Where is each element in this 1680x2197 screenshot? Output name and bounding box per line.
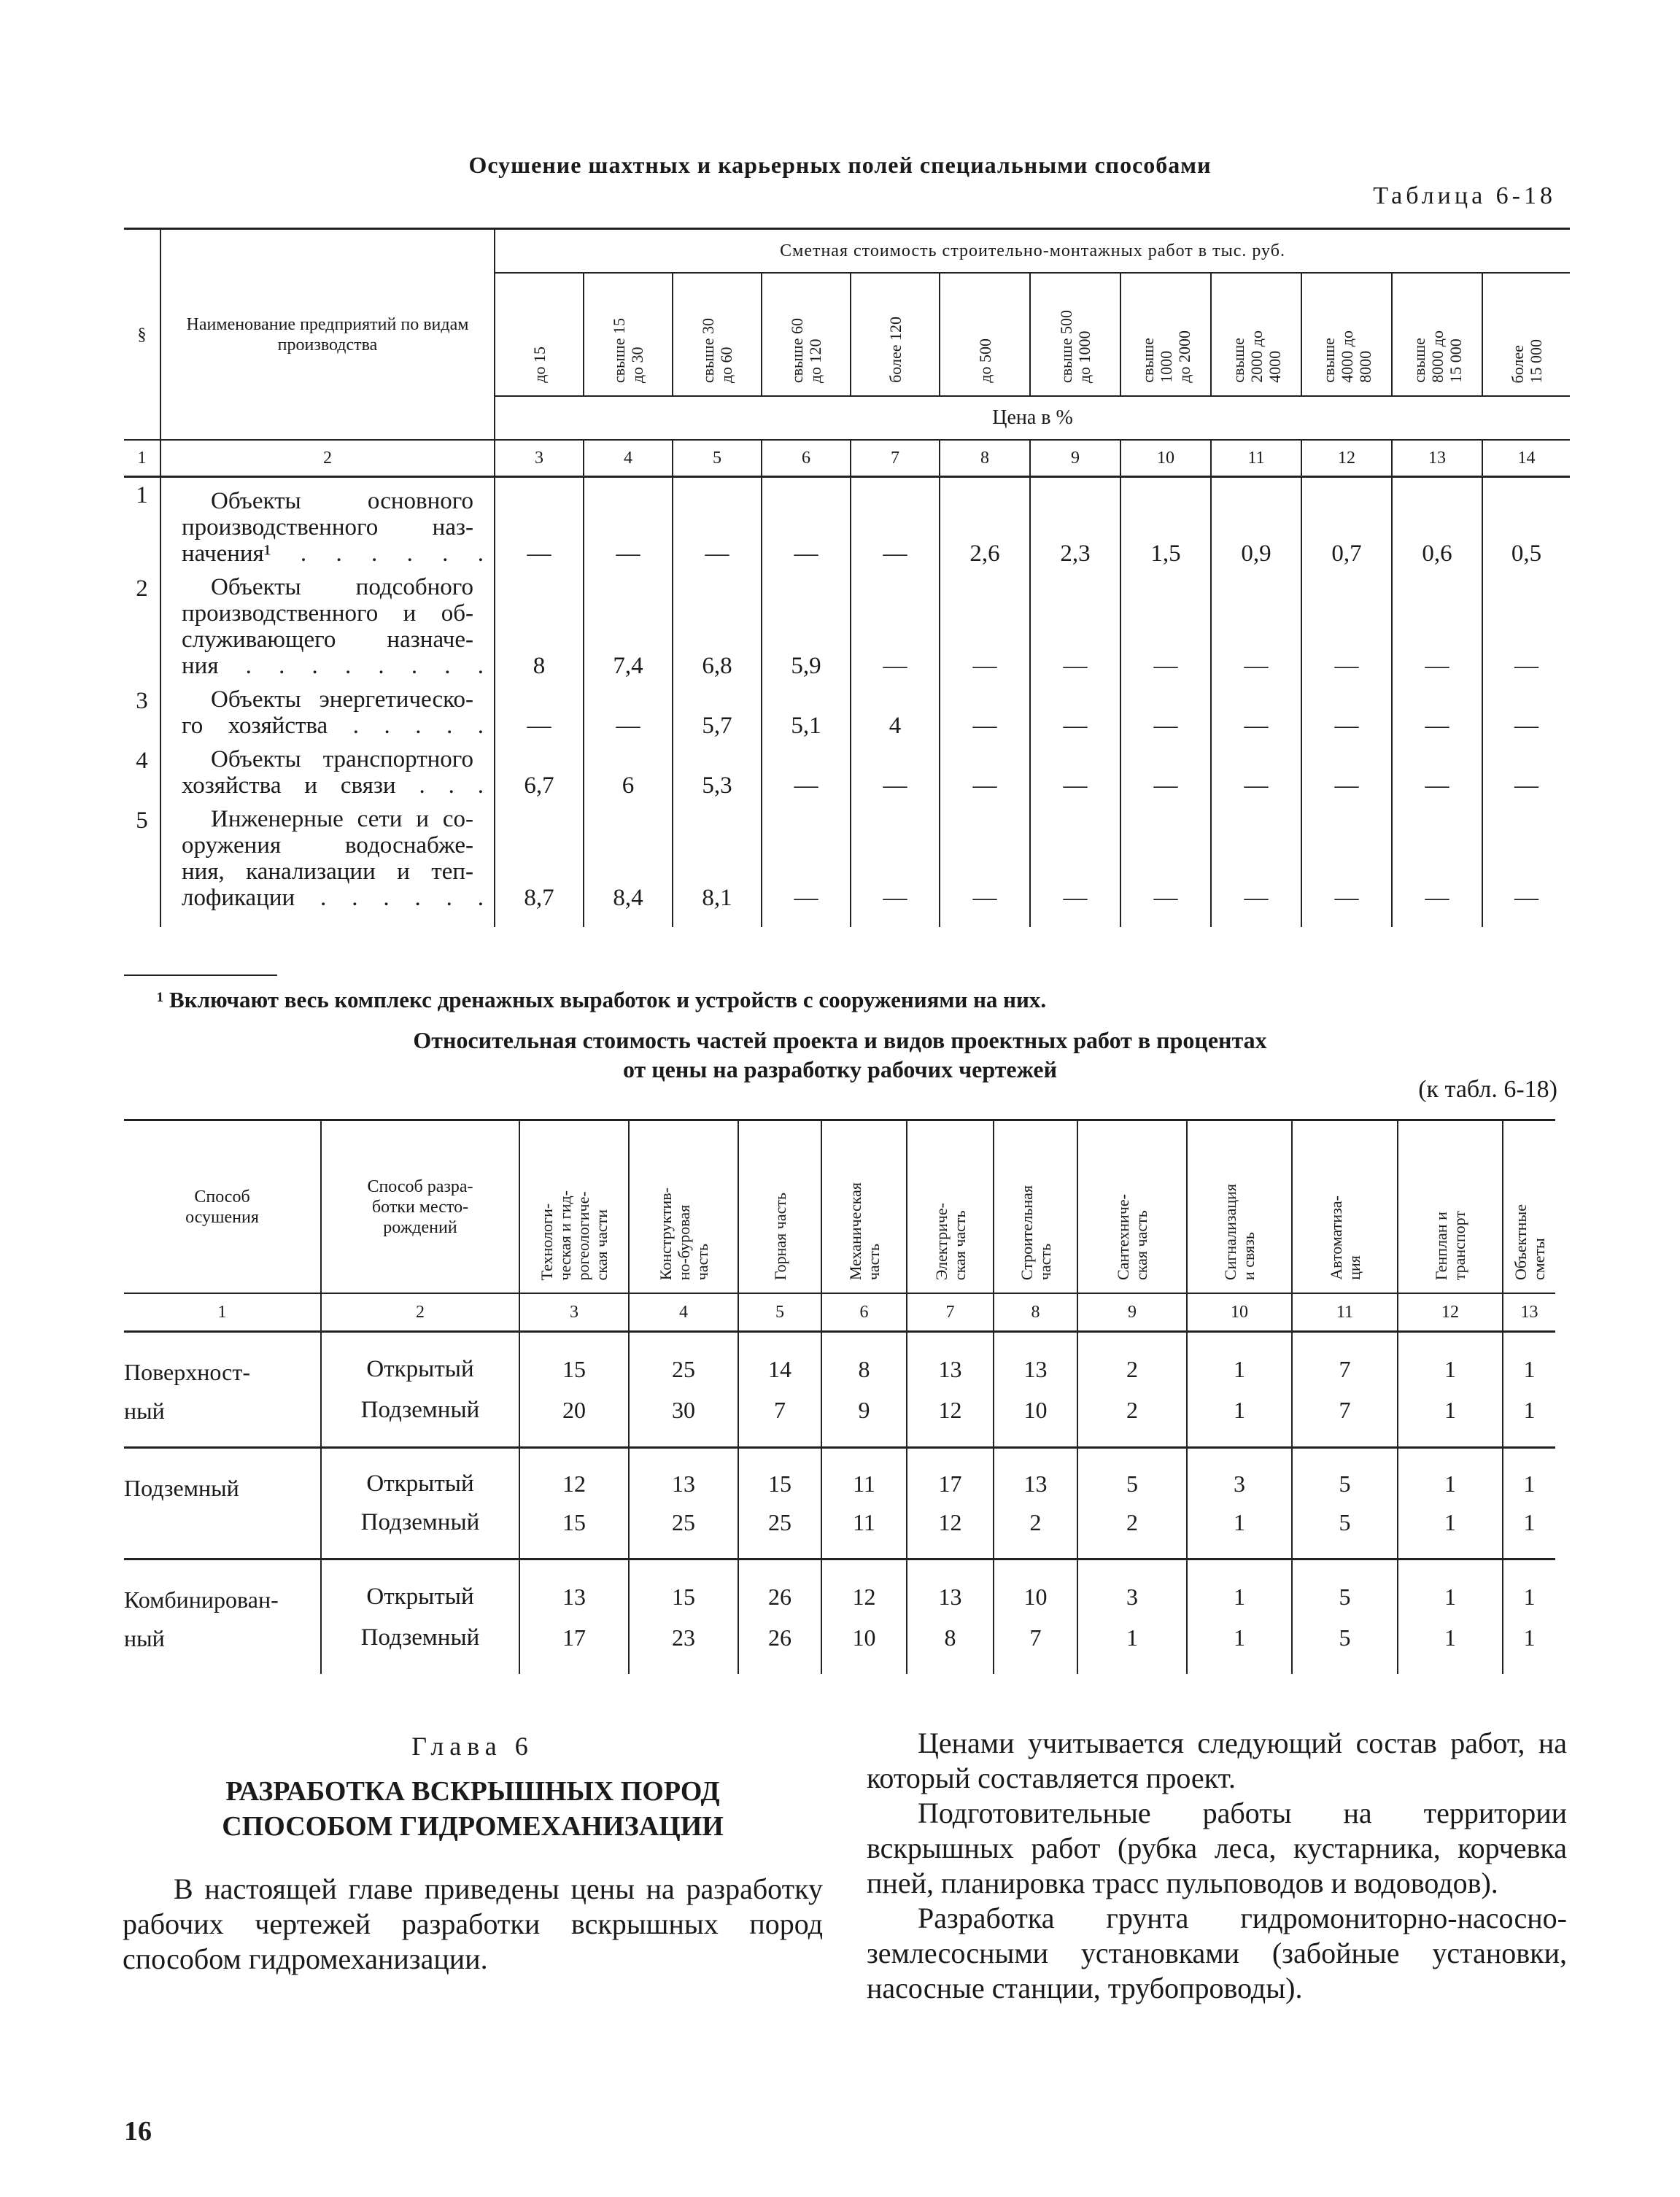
row-value: 7 <box>1292 1332 1398 1390</box>
table-row <box>124 803 1570 927</box>
part-column-label: Сигнализация и связь <box>1221 1183 1258 1280</box>
row-value: 13 <box>907 1332 994 1390</box>
name-header: Наименование предприятий по видам производства <box>160 229 495 441</box>
cost-column-header <box>940 273 1030 396</box>
table-row <box>124 1503 1555 1559</box>
row-value: — <box>1030 571 1120 683</box>
row-value: 1 <box>1398 1390 1503 1448</box>
row-value: 13 <box>519 1559 629 1618</box>
chapter-label: Глава 6 <box>411 1732 534 1761</box>
row-value: 1 <box>1398 1617 1503 1674</box>
row-value: — <box>940 803 1030 927</box>
row-name <box>160 803 495 927</box>
row-value: 3 <box>1187 1448 1292 1504</box>
row-value: 10 <box>821 1617 907 1674</box>
column-number: 7 <box>907 1293 994 1332</box>
row-value: — <box>1482 743 1570 803</box>
row-value: — <box>1301 683 1392 743</box>
cost-column-label: свыше 1000 до 2000 <box>1138 330 1193 383</box>
row-value: — <box>1301 743 1392 803</box>
footnote: ¹ Включают весь комплекс дренажных выработок и устройств с сооружениями на них. <box>157 987 1047 1012</box>
development-header: Способ разра- ботки место- рождений <box>321 1120 519 1294</box>
row-name-line: Объекты транспортного <box>211 746 473 772</box>
part-column-header <box>994 1120 1077 1294</box>
row-value: — <box>1392 683 1482 743</box>
row-value: 10 <box>994 1390 1077 1448</box>
row-value: — <box>851 743 940 803</box>
cost-column-header <box>673 273 762 396</box>
row-name-line: производственного наз- <box>182 514 473 540</box>
part-column-header <box>519 1120 629 1294</box>
row-value: 23 <box>629 1617 738 1674</box>
development-cell: Открытый <box>321 1448 519 1504</box>
row-value: 14 <box>738 1332 821 1390</box>
cost-column-label: более 15 000 <box>1508 338 1545 383</box>
row-value: 0,5 <box>1482 477 1570 572</box>
column-number: 14 <box>1482 440 1570 477</box>
row-value: — <box>1211 683 1301 743</box>
cost-column-label: до 15 <box>530 346 549 383</box>
row-name-line: лофикации . . . . . . <box>182 885 484 911</box>
row-value: 1 <box>1398 1332 1503 1390</box>
cost-column-label: свыше 500 до 1000 <box>1057 309 1093 383</box>
column-number: 5 <box>673 440 762 477</box>
row-value: 0,7 <box>1301 477 1392 572</box>
column-number: 1 <box>124 440 160 477</box>
row-value: — <box>851 571 940 683</box>
row-value: 5,3 <box>673 743 762 803</box>
column-number: 13 <box>1503 1293 1555 1332</box>
row-value: — <box>495 477 584 572</box>
part-column-label: Технологи- ческая и гид- рогеологиче- ская части <box>538 1190 611 1280</box>
development-cell: Подземный <box>321 1617 519 1674</box>
row-value: 8,7 <box>495 803 584 927</box>
row-value: 8 <box>907 1617 994 1674</box>
row-name-line: Объекты основного <box>211 488 473 514</box>
row-value: 25 <box>629 1503 738 1559</box>
chapter-title-line1: РАЗРАБОТКА ВСКРЫШНЫХ ПОРОД <box>225 1776 720 1807</box>
cost-column-header <box>1211 273 1301 396</box>
footnote-rule <box>124 974 277 976</box>
method-header: Способ осушения <box>124 1120 321 1294</box>
row-value: 25 <box>629 1332 738 1390</box>
row-number: 1 <box>136 482 148 508</box>
column-number: 7 <box>851 440 940 477</box>
part-column-label: Электриче- ская часть <box>932 1202 969 1280</box>
row-value: — <box>1301 803 1392 927</box>
method-cell: Комбинирован- ный <box>124 1586 279 1651</box>
row-value: — <box>762 743 851 803</box>
cost-column-label: свыше 15 до 30 <box>610 317 646 383</box>
row-value: — <box>1211 571 1301 683</box>
row-value: 5 <box>1292 1617 1398 1674</box>
row-value: — <box>851 477 940 572</box>
cost-column-header <box>851 273 940 396</box>
row-name-line: Инженерные сети и со- <box>211 806 473 832</box>
row-value: 2 <box>994 1503 1077 1559</box>
row-value: — <box>1392 571 1482 683</box>
row-name-line: начения¹ . . . . . . <box>182 540 484 567</box>
row-value: 2 <box>1077 1503 1187 1559</box>
row-value: — <box>1482 683 1570 743</box>
row-value: 8,4 <box>584 803 673 927</box>
row-value: — <box>762 803 851 927</box>
row-name <box>160 477 495 572</box>
column-number: 10 <box>1120 440 1211 477</box>
chapter-intro <box>123 1872 823 1977</box>
row-value: 8 <box>821 1332 907 1390</box>
row-value: 13 <box>994 1332 1077 1390</box>
column-number: 9 <box>1030 440 1120 477</box>
row-value: — <box>1392 743 1482 803</box>
row-value: — <box>1392 803 1482 927</box>
row-value: 15 <box>519 1503 629 1559</box>
part-column-header <box>821 1120 907 1294</box>
row-value: 30 <box>629 1390 738 1448</box>
part-column-label: Сантехниче- ская часть <box>1114 1193 1150 1280</box>
right-paragraph: Ценами учитывается следующий состав работ, на который составляется проект. <box>867 1727 1567 1794</box>
row-value: 12 <box>519 1448 629 1504</box>
row-value: 6,7 <box>495 743 584 803</box>
cost-column-header <box>762 273 851 396</box>
row-value: 1 <box>1398 1448 1503 1504</box>
row-name <box>160 743 495 803</box>
row-value: 11 <box>821 1503 907 1559</box>
row-value: — <box>851 803 940 927</box>
part-column-label: Горная часть <box>770 1192 789 1280</box>
part-column-label: Автоматиза- ция <box>1326 1196 1363 1280</box>
column-number: 8 <box>994 1293 1077 1332</box>
column-number: 12 <box>1301 440 1392 477</box>
column-number: 8 <box>940 440 1030 477</box>
row-value: 4 <box>851 683 940 743</box>
row-name-line: производственного и об- <box>182 600 473 627</box>
row-value: — <box>1030 803 1120 927</box>
cost-column-header <box>1030 273 1120 396</box>
page-number: 16 <box>124 2116 152 2147</box>
row-value: 12 <box>907 1503 994 1559</box>
row-name <box>160 571 495 683</box>
row-value: 7,4 <box>584 571 673 683</box>
row-value: — <box>1211 743 1301 803</box>
row-value: — <box>584 477 673 572</box>
row-value: — <box>495 683 584 743</box>
part-column-header <box>907 1120 994 1294</box>
section-header: § <box>124 229 160 441</box>
row-value: 5 <box>1077 1448 1187 1504</box>
row-value: 26 <box>738 1617 821 1674</box>
column-number: 3 <box>495 440 584 477</box>
table-label: Таблица 6-18 <box>1373 182 1556 209</box>
row-name <box>160 683 495 743</box>
row-value: 5,1 <box>762 683 851 743</box>
row-value: 1 <box>1503 1559 1555 1618</box>
row-value: 2,6 <box>940 477 1030 572</box>
row-value: 1 <box>1503 1390 1555 1448</box>
row-value: — <box>1030 743 1120 803</box>
row-value: — <box>1120 743 1211 803</box>
row-value: 1 <box>1187 1332 1292 1390</box>
row-value: 1 <box>1398 1503 1503 1559</box>
cost-column-label: свыше 60 до 120 <box>788 317 824 383</box>
row-value: — <box>940 683 1030 743</box>
column-number: 13 <box>1392 440 1482 477</box>
row-value: 1 <box>1187 1503 1292 1559</box>
right-paragraph: Подготовительные работы на территории вскрышных работ (рубка леса, кустарника, корчевка пней, планировка трасс пульповодов и водоводов). <box>867 1797 1567 1899</box>
method-cell: Поверхност- ный <box>124 1332 321 1448</box>
part-column-label: Механическая часть <box>845 1182 883 1280</box>
row-value: 7 <box>994 1617 1077 1674</box>
row-value: 5 <box>1292 1503 1398 1559</box>
row-value: 13 <box>907 1559 994 1618</box>
column-number: 10 <box>1187 1293 1292 1332</box>
method-cell: Подземный <box>124 1448 321 1559</box>
row-value: 2 <box>1077 1332 1187 1390</box>
column-number: 3 <box>519 1293 629 1332</box>
row-value: 17 <box>907 1448 994 1504</box>
row-name-line: Объекты подсобного <box>211 574 473 600</box>
cost-group-header: Сметная стоимость строительно-монтажных работ в тыс. руб. <box>495 229 1570 274</box>
row-value: 12 <box>821 1559 907 1618</box>
table-row <box>124 477 1570 572</box>
row-value: 6,8 <box>673 571 762 683</box>
row-value: 1 <box>1187 1559 1292 1618</box>
table-row <box>124 1390 1555 1448</box>
row-value: 2 <box>1077 1390 1187 1448</box>
row-value: — <box>1030 683 1120 743</box>
row-value: — <box>1120 571 1211 683</box>
table-project-parts <box>124 1119 1555 1674</box>
cost-column-header <box>1482 273 1570 396</box>
column-number: 4 <box>629 1293 738 1332</box>
row-value: 17 <box>519 1617 629 1674</box>
development-cell: Подземный <box>321 1390 519 1448</box>
table-row <box>124 1332 1555 1390</box>
chapter-title-line2: СПОСОБОМ ГИДРОМЕХАНИЗАЦИИ <box>222 1811 724 1842</box>
row-name-line: оружения водоснабже- <box>182 832 473 859</box>
price-header: Цена в % <box>495 396 1570 440</box>
row-name-line: служивающего назначе- <box>182 627 473 653</box>
table-6-18 <box>124 228 1570 927</box>
row-value: 1 <box>1187 1390 1292 1448</box>
cost-column-label: свыше 4000 до 8000 <box>1319 330 1374 383</box>
chapter-title <box>123 1774 823 1844</box>
table-row <box>124 683 1570 743</box>
row-value: 1 <box>1503 1503 1555 1559</box>
part-column-header <box>1503 1120 1555 1294</box>
row-value: 15 <box>738 1448 821 1504</box>
column-number: 11 <box>1292 1293 1398 1332</box>
row-value: 13 <box>994 1448 1077 1504</box>
part-column-label: Объектные сметы <box>1511 1204 1548 1280</box>
column-number: 9 <box>1077 1293 1187 1332</box>
row-value: 25 <box>738 1503 821 1559</box>
row-value: 7 <box>738 1390 821 1448</box>
column-number: 4 <box>584 440 673 477</box>
row-value: 1 <box>1077 1617 1187 1674</box>
row-value: — <box>1120 683 1211 743</box>
cost-column-header <box>1392 273 1482 396</box>
development-cell: Подземный <box>321 1503 519 1559</box>
row-value: 0,6 <box>1392 477 1482 572</box>
row-value: — <box>1482 571 1570 683</box>
row-value: 5,7 <box>673 683 762 743</box>
cost-column-header <box>1120 273 1211 396</box>
cost-column-label: свыше 8000 до 15 000 <box>1409 330 1465 383</box>
row-value: 1,5 <box>1120 477 1211 572</box>
part-column-header <box>1077 1120 1187 1294</box>
table2-title <box>0 1026 1680 1084</box>
row-value: 1 <box>1503 1448 1555 1504</box>
cost-column-label: свыше 2000 до 4000 <box>1228 330 1284 383</box>
row-value: 7 <box>1292 1390 1398 1448</box>
row-value: — <box>584 683 673 743</box>
row-number: 2 <box>136 576 148 602</box>
cost-column-header <box>495 273 584 396</box>
row-value: — <box>1301 571 1392 683</box>
part-column-header <box>1398 1120 1503 1294</box>
part-column-label: Строительная часть <box>1017 1185 1054 1280</box>
row-value: 5 <box>1292 1448 1398 1504</box>
cost-column-header <box>1301 273 1392 396</box>
row-value: 1 <box>1187 1617 1292 1674</box>
column-number: 12 <box>1398 1293 1503 1332</box>
column-number: 6 <box>821 1293 907 1332</box>
development-cell: Открытый <box>321 1559 519 1618</box>
table-row <box>124 571 1570 683</box>
development-cell: Открытый <box>321 1332 519 1390</box>
part-column-label: Генплан и транспорт <box>1432 1210 1468 1280</box>
row-value: 5,9 <box>762 571 851 683</box>
row-name-line: го хозяйства . . . . . <box>182 713 484 739</box>
row-value: 9 <box>821 1390 907 1448</box>
cost-column-label: более 120 <box>886 317 905 383</box>
row-value: — <box>762 477 851 572</box>
right-paragraph: Разработка грунта гидромониторно-насосно-землесосными установками (забойные установки, насосные станции, трубопроводы). <box>867 1902 1567 2004</box>
row-value: — <box>1211 803 1301 927</box>
row-value: 8,1 <box>673 803 762 927</box>
row-value: 15 <box>629 1559 738 1618</box>
cost-column-label: до 500 <box>975 338 994 383</box>
column-number: 11 <box>1211 440 1301 477</box>
column-number: 1 <box>124 1293 321 1332</box>
row-value: 2,3 <box>1030 477 1120 572</box>
column-number: 2 <box>160 440 495 477</box>
part-column-header <box>1187 1120 1292 1294</box>
column-number: 5 <box>738 1293 821 1332</box>
row-value: 5 <box>1292 1559 1398 1618</box>
row-value: 3 <box>1077 1559 1187 1618</box>
table-row <box>124 743 1570 803</box>
row-value: — <box>940 571 1030 683</box>
row-value: 11 <box>821 1448 907 1504</box>
row-value: 8 <box>495 571 584 683</box>
cost-column-label: свыше 30 до 60 <box>699 317 735 383</box>
part-column-label: Конструктив- но-буровая часть <box>656 1187 711 1280</box>
table2-title-line1: Относительная стоимость частей проекта и видов проектных работ в процентах <box>413 1027 1267 1053</box>
row-value: — <box>673 477 762 572</box>
row-name-line: ния, канализации и теп- <box>182 859 473 885</box>
row-value: — <box>940 743 1030 803</box>
part-column-header <box>1292 1120 1398 1294</box>
row-number: 5 <box>136 807 148 834</box>
row-value: 1 <box>1503 1332 1555 1390</box>
cost-column-header <box>584 273 673 396</box>
table-row <box>124 1617 1555 1674</box>
row-value: 1 <box>1398 1559 1503 1618</box>
row-value: 10 <box>994 1559 1077 1618</box>
table-row <box>124 1559 1555 1618</box>
row-value: 13 <box>629 1448 738 1504</box>
table-row <box>124 1448 1555 1504</box>
row-value: — <box>1482 803 1570 927</box>
column-number: 2 <box>321 1293 519 1332</box>
row-value: 6 <box>584 743 673 803</box>
table2-reference: (к табл. 6-18) <box>1418 1076 1557 1103</box>
row-value: 12 <box>907 1390 994 1448</box>
row-value: 20 <box>519 1390 629 1448</box>
row-name-line: Объекты энергетическо- <box>211 686 473 713</box>
row-value: 15 <box>519 1332 629 1390</box>
part-column-header <box>629 1120 738 1294</box>
intro-paragraph: В настоящей главе приведены цены на разработку рабочих чертежей разработки вскрышных пород способом гидромеханизации. <box>123 1872 823 1975</box>
column-number: 6 <box>762 440 851 477</box>
row-value: 0,9 <box>1211 477 1301 572</box>
table-title: Осушение шахтных и карьерных полей специальными способами <box>468 152 1212 178</box>
table2-title-line2: от цены на разработку рабочих чертежей <box>622 1056 1058 1082</box>
part-column-header <box>738 1120 821 1294</box>
row-name-line: хозяйства и связи . . . <box>182 772 484 799</box>
row-number: 3 <box>136 688 148 714</box>
right-column <box>867 1726 1567 2006</box>
row-name-line: ния . . . . . . . . <box>182 653 484 679</box>
row-number: 4 <box>136 748 148 774</box>
row-value: — <box>1120 803 1211 927</box>
row-value: 1 <box>1503 1617 1555 1674</box>
row-value: 26 <box>738 1559 821 1618</box>
